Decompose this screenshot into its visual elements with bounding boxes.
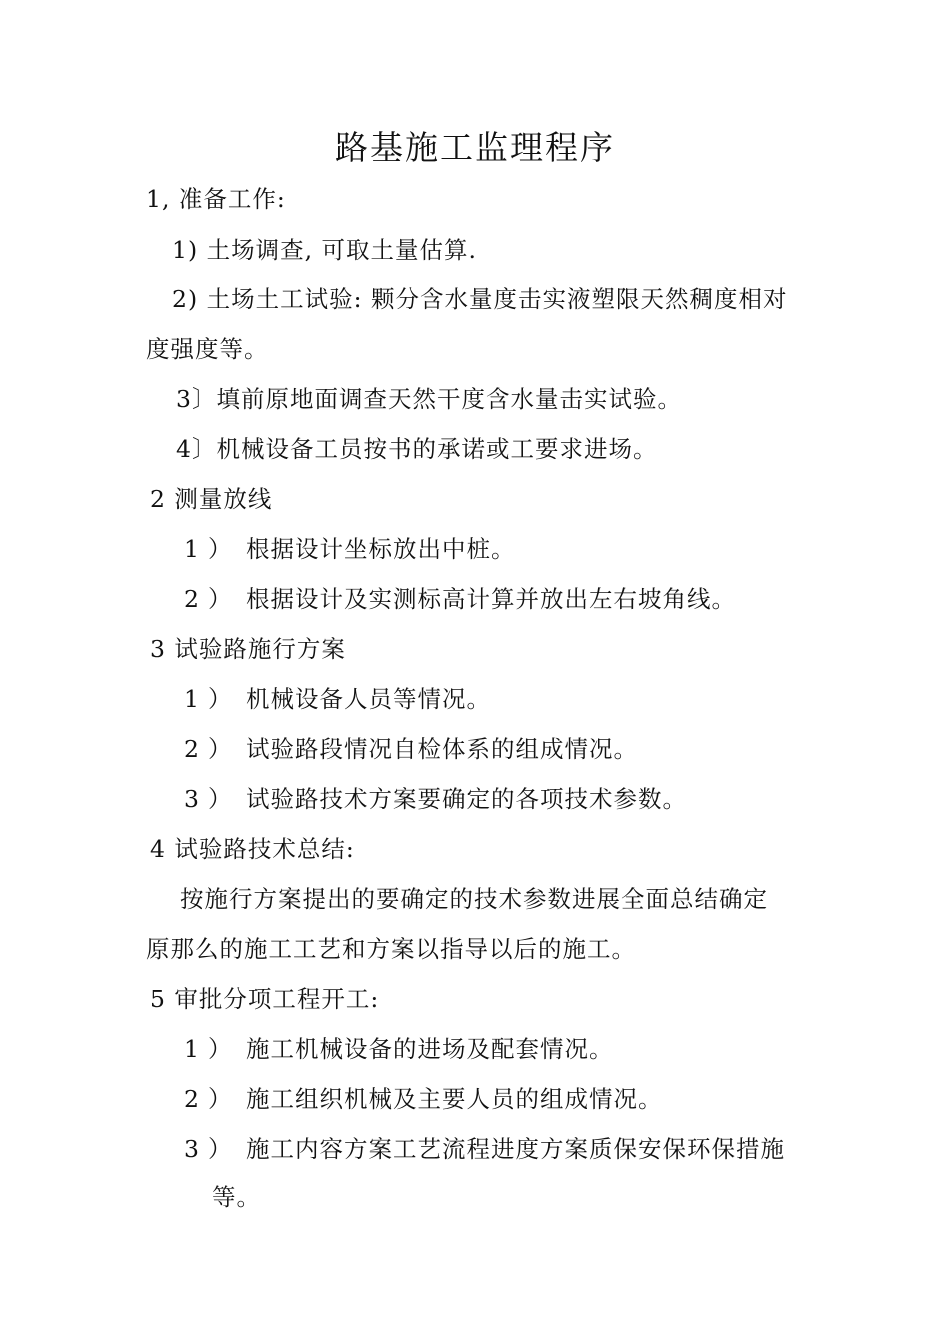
document-title: 路基施工监理程序 xyxy=(335,128,615,167)
section-2-heading: 2 测量放线 xyxy=(150,485,273,513)
section-1-item-3: 3〕填前原地面调查天然干度含水量击实试验。 xyxy=(176,385,682,413)
item-number: 2） xyxy=(184,735,241,763)
item-text: 施工组织机械及主要人员的组成情况。 xyxy=(246,1085,663,1113)
item-number: 1） xyxy=(184,535,241,563)
section-3-item-3 xyxy=(184,784,687,814)
item-text: 试验路技术方案要确定的各项技术参数。 xyxy=(246,785,687,813)
item-number: 3） xyxy=(184,1135,241,1163)
item-text: 施工机械设备的进场及配套情况。 xyxy=(246,1035,614,1063)
item-text: 试验路段情况自检体系的组成情况。 xyxy=(246,735,638,763)
section-2-item-2 xyxy=(184,584,736,614)
section-4-paragraph-cont: 原那么的施工工艺和方案以指导以后的施工。 xyxy=(146,935,636,963)
section-1-item-4: 4〕机械设备工员按书的承诺或工要求进场。 xyxy=(176,435,658,463)
item-text: 机械设备人员等情况。 xyxy=(246,685,491,713)
section-1-item-2: 2) 土场土工试验: 颗分含水量度击实液塑限天然稠度相对 xyxy=(172,285,788,313)
section-5-item-3-cont: 等。 xyxy=(212,1183,261,1211)
section-3-heading: 3 试验路施行方案 xyxy=(150,635,346,663)
section-3-item-1 xyxy=(184,684,491,714)
section-2-item-1 xyxy=(184,534,516,564)
item-number: 2） xyxy=(184,1085,241,1113)
section-3-item-2 xyxy=(184,734,638,764)
item-text: 施工内容方案工艺流程进度方案质保安保环保措施 xyxy=(246,1135,785,1163)
section-5-item-3 xyxy=(184,1134,785,1164)
section-1-item-2-cont: 度强度等。 xyxy=(146,335,269,363)
item-text: 根据设计坐标放出中桩。 xyxy=(246,535,516,563)
section-5-item-2 xyxy=(184,1084,663,1114)
item-number: 3） xyxy=(184,785,241,813)
section-4-heading: 4 试验路技术总结: xyxy=(150,835,355,863)
item-number: 1） xyxy=(184,1035,241,1063)
section-5-item-1 xyxy=(184,1034,614,1064)
section-4-paragraph: 按施行方案提出的要确定的技术参数进展全面总结确定 xyxy=(180,885,768,913)
item-number: 1） xyxy=(184,685,241,713)
item-text: 根据设计及实测标高计算并放出左右坡角线。 xyxy=(246,585,736,613)
section-1-heading: 1, 准备工作: xyxy=(146,185,286,213)
section-5-heading: 5 审批分项工程开工: xyxy=(150,985,380,1013)
item-number: 2） xyxy=(184,585,241,613)
section-1-item-1: 1) 土场调查, 可取土量估算. xyxy=(172,236,477,264)
